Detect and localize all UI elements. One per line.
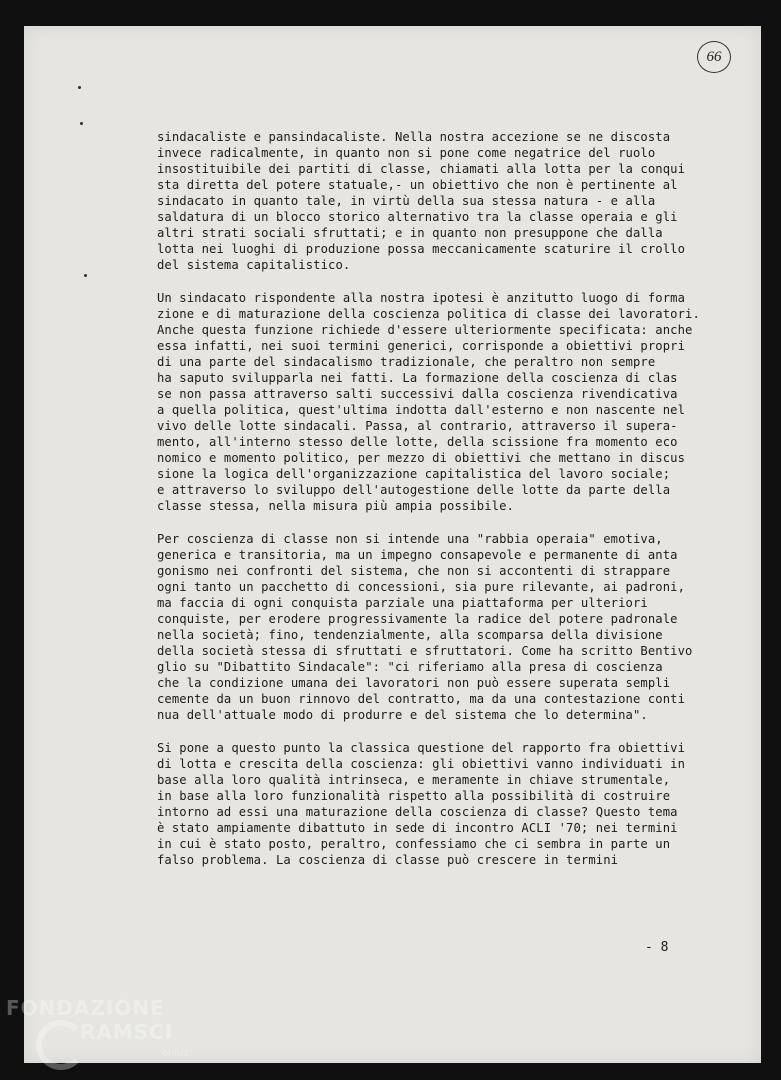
text-line: Si pone a questo punto la classica questione del rapporto fra obiettivi <box>157 741 686 755</box>
text-line: nella società; fino, tendenzialmente, alla scomparsa della divisione <box>157 628 663 642</box>
text-line: in cui è stato posto, peraltro, confessiamo che ci sembra in parte un <box>157 837 671 851</box>
paragraph <box>157 290 702 514</box>
text-line: sta diretta del potere statuale,- un obiettivo che non è pertinente al <box>157 178 678 192</box>
text-line: Per coscienza di classe non si intende una "rabbia operaia" emotiva, <box>157 532 663 546</box>
text-line: che la condizione umana dei lavoratori non può essere superata sempli <box>157 676 671 690</box>
text-line: Anche questa funzione richiede d'essere ulteriormente specificata: anche <box>157 323 693 337</box>
watermark-line1: FONDAZIONE <box>6 996 165 1020</box>
text-line: lotta nei luoghi di produzione possa meccanicamente scaturire il crollo <box>157 242 686 256</box>
margin-mark <box>78 86 81 89</box>
text-line: sione la logica dell'organizzazione capitalistica del lavoro sociale; <box>157 467 671 481</box>
text-line: sindacaliste e pansindacaliste. Nella nostra accezione se ne discosta <box>157 130 671 144</box>
text-line: falso problema. La coscienza di classe può crescere in termini <box>157 853 619 867</box>
text-line: base alla loro qualità intrinseca, e meramente in chiave strumentale, <box>157 773 671 787</box>
paragraph <box>157 129 702 273</box>
text-line: classe stessa, nella misura più ampia possibile. <box>157 499 514 513</box>
text-line: invece radicalmente, in quanto non si pone come negatrice del ruolo <box>157 146 656 160</box>
text-line: vivo delle lotte sindacali. Passa, al contrario, attraverso il supera- <box>157 419 678 433</box>
paragraph <box>157 531 702 723</box>
footer-page-number: - 8 <box>645 940 669 955</box>
text-line: ha saputo svilupparla nei fatti. La formazione della coscienza di clas <box>157 371 678 385</box>
document-body-text <box>157 129 702 885</box>
watermark-line2: RAMSCI <box>80 1020 174 1044</box>
text-line: sindacato in quanto tale, in virtù della sua stessa natura - e alla <box>157 194 656 208</box>
watermark-g-logo-icon <box>36 1020 86 1070</box>
text-line: del sistema capitalistico. <box>157 258 351 272</box>
text-line: cemente da un buon rinnovo del contratto, ma da una contestazione conti <box>157 692 686 706</box>
watermark-onlus: onlus <box>162 1048 189 1059</box>
text-line: in base alla loro funzionalità rispetto alla possibilità di costruire <box>157 789 671 803</box>
text-line: insostituibile dei partiti di classe, chiamati alla lotta per la conqui <box>157 162 686 176</box>
text-line: altri strati sociali sfruttati; e in quanto non presuppone che dalla <box>157 226 663 240</box>
text-line: essa infatti, nei suoi termini generici, corrisponde a obiettivi propri <box>157 339 686 353</box>
text-line: ma faccia di ogni conquista parziale una piattaforma per ulteriori <box>157 596 648 610</box>
margin-mark <box>80 122 83 125</box>
text-line: e attraverso lo sviluppo dell'autogestione delle lotte da parte della <box>157 483 671 497</box>
text-line: Un sindacato rispondente alla nostra ipotesi è anzitutto luogo di forma <box>157 291 686 305</box>
text-line: conquiste, per erodere progressivamente la radice del potere padronale <box>157 612 678 626</box>
text-line: nua dell'attuale modo di produrre e del sistema che lo determina". <box>157 708 648 722</box>
text-line: a quella politica, quest'ultima indotta dall'esterno e non nascente nel <box>157 403 686 417</box>
text-line: zione e di maturazione della coscienza politica di classe dei lavoratori. <box>157 307 700 321</box>
handwritten-page-number: 66 <box>697 41 731 73</box>
text-line: intorno ad essi una maturazione della coscienza di classe? Questo tema <box>157 805 678 819</box>
margin-mark <box>84 274 87 277</box>
text-line: ogni tanto un pacchetto di concessioni, sia pure rilevante, ai padroni, <box>157 580 686 594</box>
paragraph <box>157 740 702 868</box>
text-line: della società stessa di sfruttati e sfruttatori. Come ha scritto Bentivo <box>157 644 693 658</box>
document-page <box>24 26 761 1063</box>
text-line: generica e transitoria, ma un impegno consapevole e permanente di anta <box>157 548 678 562</box>
text-line: se non passa attraverso salti successivi dalla coscienza rivendicativa <box>157 387 678 401</box>
text-line: di una parte del sindacalismo tradizionale, che peraltro non sempre <box>157 355 656 369</box>
fondazione-gramsci-watermark <box>6 996 196 1076</box>
text-line: saldatura di un blocco storico alternativo tra la classe operaia e gli <box>157 210 678 224</box>
text-line: glio su "Dibattito Sindacale": "ci riferiamo alla presa di coscienza <box>157 660 663 674</box>
text-line: mento, all'interno stesso delle lotte, della scissione fra momento eco <box>157 435 678 449</box>
text-line: di lotta e crescita della coscienza: gli obiettivi vanno individuati in <box>157 757 686 771</box>
text-line: è stato ampiamente dibattuto in sede di incontro ACLI '70; nei termini <box>157 821 678 835</box>
text-line: nomico e momento politico, per mezzo di obiettivi che mettano in discus <box>157 451 686 465</box>
text-line: gonismo nei confronti del sistema, che non si accontenti di strappare <box>157 564 671 578</box>
